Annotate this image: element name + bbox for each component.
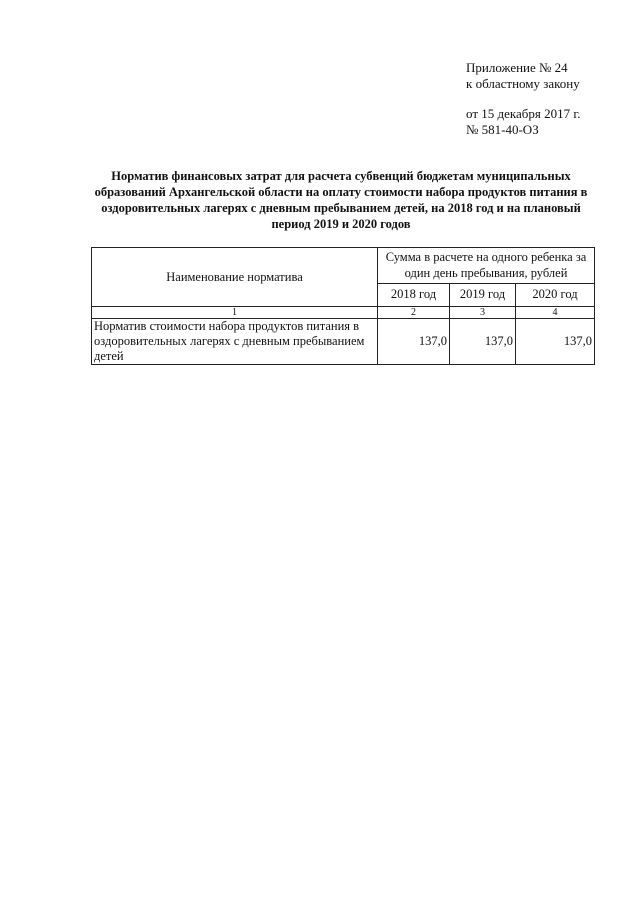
norm-name-cell: Норматив стоимости набора продуктов питания в оздоровительных лагерях с дневным пребыванием детей (92, 319, 378, 365)
appendix-number: Приложение № 24 (466, 60, 568, 75)
header-name: Наименование норматива (92, 248, 378, 307)
value-2018-cell: 137,0 (378, 319, 450, 365)
header-sum: Сумма в расчете на одного ребенка за один день пребывания, рублей (378, 248, 595, 284)
column-number: 3 (450, 307, 516, 319)
column-number: 4 (516, 307, 595, 319)
header-year-2020: 2020 год (516, 283, 595, 306)
appendix-header (466, 60, 626, 138)
appendix-law-reference: к областному закону (466, 76, 580, 91)
header-year-2019: 2019 год (450, 283, 516, 306)
value-2020-cell: 137,0 (516, 319, 595, 365)
document-title: Норматив финансовых затрат для расчета субвенций бюджетам муниципальных образований Архангельской области на оплату стоимости набора продуктов питания в оздоровительных лагерях с дневным пребыванием детей, на 2018 год и на плановый период 2019 и 2020 годов (94, 169, 588, 231)
column-number-row (92, 307, 595, 319)
norm-table (91, 247, 595, 365)
appendix-law-number: № 581-40-ОЗ (466, 122, 539, 137)
table-header-row (92, 248, 595, 284)
appendix-date: от 15 декабря 2017 г. (466, 106, 581, 121)
header-year-2018: 2018 год (378, 283, 450, 306)
column-number: 2 (378, 307, 450, 319)
column-number: 1 (92, 307, 378, 319)
table-row (92, 319, 595, 365)
value-2019-cell: 137,0 (450, 319, 516, 365)
